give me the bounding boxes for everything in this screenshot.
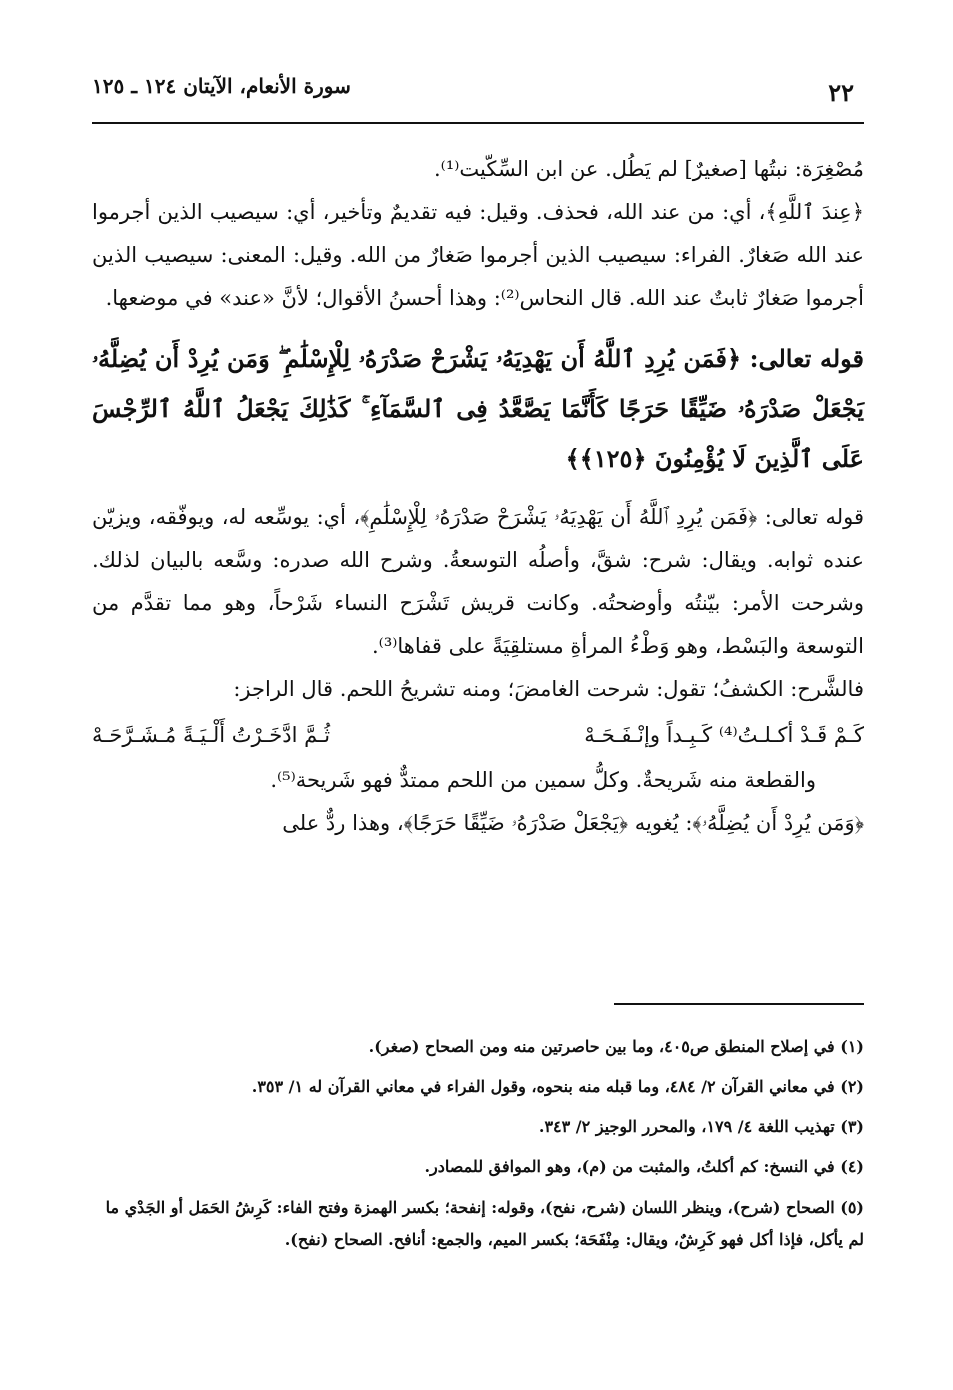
footnote-4: (٤) في النسخ: كم أكلتُ، والمثبت من (م)، وهو الموافق للمصادر.	[424, 1157, 864, 1176]
footnote-1: (١) في إصلاح المنطق ص٤٠٥، وما بين حاصرتين منه ومن الصحاح (صغر).	[368, 1037, 864, 1056]
poetry-line	[92, 715, 864, 755]
paragraph-6: ﴿وَمَن يُرِدْ أَن يُضِلَّهُۥ﴾: يُغويه ﴿يَجْعَلْ صَدْرَهُۥ ضَيِّقًا حَرَجًا﴾، وهذا ردٌّ على	[282, 811, 864, 835]
footnote-5: (٥) الصحاح (شرح)، وينظر اللسان (شرح، نفح)، وقوله: إنفحة؛ بكسر الهمزة وفتح الفاء: كَرِشُ الحَمَل أو الجَدْي ما لم يأكل، فإذا أكل فهو كَرِشٌ، ويقال: مِنْفَحَة؛ بكسر الميم، والجمع: أنافح. الصحاح (نفح).	[105, 1198, 864, 1249]
footnote-3: (٣) تهذيب اللغة ٤/ ١٧٩، والمحرر الوجيز ٢/ ٣٤٣.	[538, 1117, 864, 1136]
poetry-hemistich-right: كَـمْ قَـدْ أكـلـتُ⁽⁴⁾ كَـبِـداً وإنْـفَـحَـهْ	[584, 723, 864, 747]
footnote-2: (٢) في معاني القرآن ٢/ ٤٨٤، وما قبله منه بنحوه، وقول الفراء في معاني القرآن له ١/ ٣٥٣.	[251, 1077, 864, 1096]
footnotes	[92, 1032, 864, 1266]
footnote-separator	[92, 1003, 864, 1005]
header-rule	[92, 122, 864, 124]
paragraph-4: فالشَّرح: الكشفُ؛ تقول: شرحت الغامضَ؛ ومنه تشريحُ اللحم. قال الراجز:	[233, 677, 864, 701]
main-text	[92, 148, 864, 845]
paragraph-3: قوله تعالى: ﴿فَمَن يُرِدِ ٱللَّهُ أَن يَهْدِيَهُۥ يَشْرَحْ صَدْرَهُۥ لِلْإِسْلَٰمِ﴾، أي: يوسِّعه له، ويوفّقه، ويزيّن عنده ثوابه. ويقال: شرح: شقَّ، وأصلُه التوسعةُ. وشرح الله صدره: وسَّعه بالبيان لذلك. وشرحت الأمر: بيّنتُه وأوضحتُه. وكانت قريش تَشْرَح النساء شَرْحاً، وهو مما تقدَّم من التوسعة والبَسْط، وهو وَطْءُ المرأةِ مستلقِيَةً على قفاها⁽³⁾.	[92, 505, 864, 658]
quran-verse: قوله تعالى: ﴿فَمَن يُرِدِ ٱللَّهُ أَن يَهْدِيَهُۥ يَشْرَحْ صَدْرَهُۥ لِلْإِسْلَٰمِ ۖ وَمَن يُرِدْ أَن يُضِلَّهُۥ يَجْعَلْ صَدْرَهُۥ ضَيِّقًا حَرَجًا كَأَنَّمَا يَصَّعَّدُ فِى ٱلسَّمَآءِ ۚ كَذَٰلِكَ يَجْعَلُ ٱللَّهُ ٱلرِّجْسَ عَلَى ٱلَّذِينَ لَا يُؤْمِنُونَ ﴿١٢٥﴾﴾	[92, 344, 864, 473]
page-number: ٢٢	[828, 78, 854, 107]
paragraph-5: والقطعة منه شَريحةٌ. وكلُّ سمين من اللحم ممتدٌّ فهو شَريحة⁽⁵⁾.	[270, 768, 816, 792]
poetry-hemistich-left: ثُـمَّ ادَّخَـرْتُ أَلْـيَـةً مُـشَـرَّحَـهْ	[92, 723, 331, 747]
running-title: سورة الأنعام، الآيتان ١٢٤ ـ ١٢٥	[92, 74, 351, 98]
page-header	[92, 70, 864, 110]
paragraph-2: ﴿عِندَ ٱللَّهِ﴾، أي: من عند الله، فحذف. وقيل: فيه تقديمٌ وتأخير، أي: سيصيب الذين أجرموا عند الله صَغارٌ. الفراء: سيصيب الذين أجرموا صَغارٌ من الله. وقيل: المعنى: سيصيب الذين أجرموا صَغارٌ ثابتٌ عند الله. قال النحاس⁽²⁾: وهذا أحسنُ الأقوال؛ لأنَّ «عند» في موضعها.	[92, 200, 864, 310]
paragraph-1: مُصْغِرَة: نبتُها [صغيرٌ] لم يَطُل. عن ابن السِّكّيت⁽¹⁾.	[433, 157, 864, 181]
